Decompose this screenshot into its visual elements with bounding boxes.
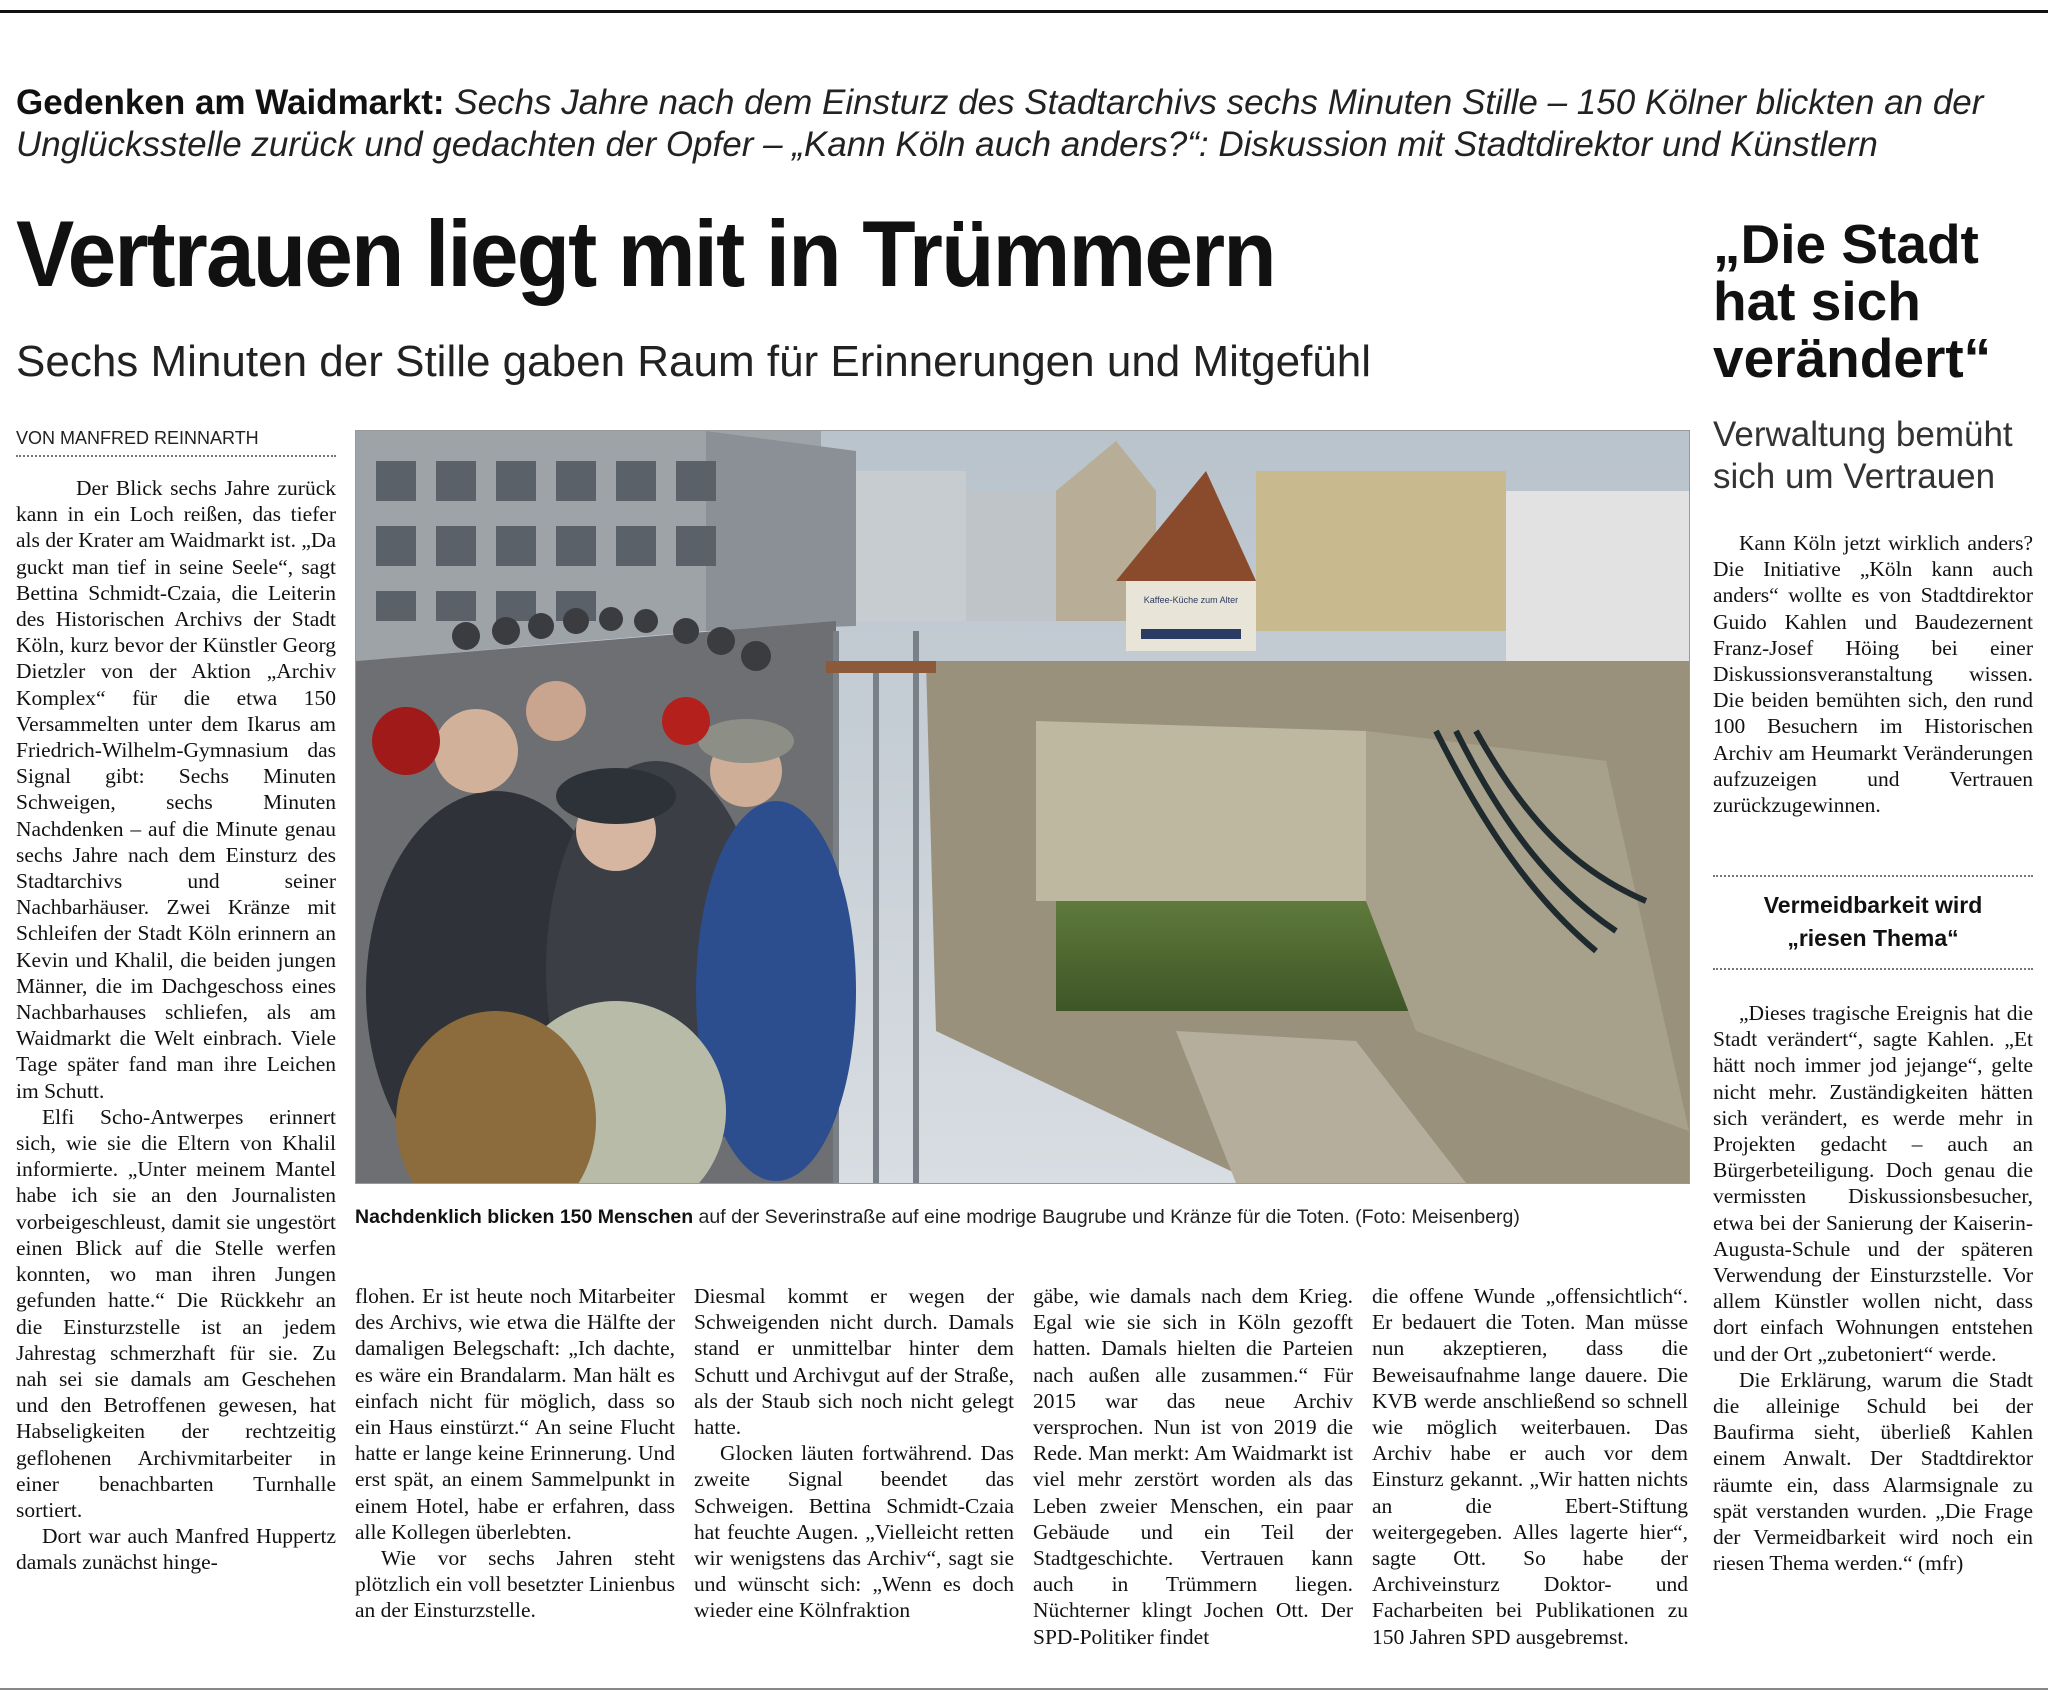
- article-paragraph: die offene Wunde „offensichtlich“. Er bedauert die Toten. Man müsse nun akzeptieren, dass die Beweisaufnahme lange dauere. Die KVB werde anschließend so schnell wie möglich weiterbauen. Das Archiv habe er auch vor dem Einsturz gekannt. „Wir hatten nichts an die Ebert-Stiftung weitergegeben. Alles lagerte hier“, sagte Ott. So habe der Archiveinsturz Doktor- und Facharbeiten bei Publikationen zu 150 Jahren SPD ausgebremst.: [1372, 1284, 1688, 1649]
- sidebar-body: [1713, 1000, 2033, 1576]
- sidebar-paragraph: Die Erklärung, warum die Stadt die alleinige Schuld bei der Baufirma sieht, überließ Kahlen einem Anwalt. Der Stadtdirektor räumte ein, dass Alarmsignale zu spät verstanden wurden. „Die Frage der Vermeidbarkeit wird noch ein riesen Thema werden.“ (mfr): [1713, 1367, 2033, 1576]
- caption-bold: Nachdenklich blicken 150 Menschen: [355, 1206, 694, 1228]
- sidebar-subheadline: Verwaltung bemüht sich um Vertrauen: [1713, 415, 2013, 496]
- article-column-4: [1033, 1283, 1353, 1650]
- news-photo: [355, 430, 1690, 1184]
- article-paragraph: Der Blick sechs Jahre zurück kann in ein Loch reißen, das tiefer als der Krater am Waidmarkt ist. „Da guckt man tief in seine Seele“, sagt Bettina Schmidt-Czaia, die Leiterin des Historischen Archivs der Stadt Köln, kurz bevor der Künstler Georg Dietzler von der Aktion „Archiv Komplex“ für die etwa 150 Versammelten unter dem Ikarus am Friedrich-Wilhelm-Gymnasium das Signal gibt: Sechs Minuten Schweigen, sechs Minuten Nachdenken – auf die Minute genau sechs Jahre nach dem Einsturz des Stadtarchivs und seiner Nachbarhäuser. Zwei Kränze mit Schleifen der Stadt Köln erinnern an Kevin und Khalil, die beiden jungen Männer, die im Dachgeschoss eines Nachbarhauses schliefen, als am Waidmarkt die Welt einbrach. Viele Tage später fand man ihre Leichen im Schutt.: [16, 476, 336, 1103]
- overline: [16, 82, 2036, 166]
- sidebar-divider: [1713, 875, 2033, 877]
- sidebar-headline: „Die Stadt hat sich verändert“: [1713, 213, 1992, 389]
- article-paragraph: Dort war auch Manfred Huppertz damals zunächst hinge-: [16, 1524, 336, 1575]
- bottom-rule: [0, 1688, 2048, 1690]
- photo-caption: [355, 1206, 1688, 1229]
- article-column-2: [355, 1283, 675, 1624]
- sidebar-paragraph: „Dieses tragische Ereignis hat die Stadt verändert“, sagte Kahlen. „Et hätt noch immer jod jejange“, gelte nicht mehr. Zuständigkeiten hätten sich verändert, es werde mehr in Projekten gedacht – auch an Bürgerbeteiligung. Doch genau die vermissten Diskussionsbesucher, etwa bei der Sanierung der Kaiserin-Augusta-Schule und der späteren Verwendung der Einsturzstelle. Vor allem Künstler wollen nicht, dass dort einfach Wohnungen entstehen und der Ort „zubetoniert“ werde.: [1713, 1001, 2033, 1366]
- article-paragraph: Wie vor sechs Jahren steht plötzlich ein voll besetzter Linienbus an der Einsturzstelle.: [355, 1546, 675, 1623]
- sidebar-divider: [1713, 968, 2033, 970]
- overline-text: Sechs Jahre nach dem Einsturz des Stadtarchivs sechs Minuten Stille – 150 Kölner blickten an der Unglücksstelle zurück und gedachten der Opfer – „Kann Köln auch anders?“: Diskussion mit Stadtdirektor und Künstlern: [16, 83, 1984, 164]
- article-paragraph: Elfi Scho-Antwerpes erinnert sich, wie sie die Eltern von Khalil informierte. „Unter meinem Mantel habe ich sie an den Journalisten vorbeigeschleust, damit sie ungestört einen Blick auf die Stelle werfen konnten, wo man ihren Jungen gefunden hatte.“ Die Rückkehr an die Einsturzstelle ist an jedem Jahrestag schmerzhaft für sie. Zu nah sei sie damals am Geschehen und den Betroffenen gewesen, hat Habseligkeiten der rechtzeitig geflohenen Archivmitarbeiter in einer benachbarten Turnhalle sortiert.: [16, 1104, 336, 1522]
- top-rule: [0, 10, 2048, 13]
- sidebar-intro: [1713, 530, 2033, 818]
- overline-label: Gedenken am Waidmarkt:: [16, 83, 445, 122]
- article-column-3: [694, 1283, 1014, 1624]
- sidebar-paragraph: Kann Köln jetzt wirklich anders? Die Initiative „Köln kann auch anders“ wollte es von Stadtdirektor Guido Kahlen und Baudezernent Franz-Josef Höing bei einer Diskussionsveranstaltung wissen. Die beiden bemühten sich, den rund 100 Besuchern im Historischen Archiv am Heumarkt Veränderungen aufzuzeigen und Vertrauen zurückzugewinnen.: [1713, 531, 2033, 818]
- headline: Vertrauen liegt mit in Trümmern: [16, 201, 1275, 306]
- article-paragraph: flohen. Er ist heute noch Mitarbeiter des Archivs, wie etwa die Hälfte der damaligen Belegschaft: „Ich dachte, es wäre ein Brandalarm. Man hält es einfach nicht für möglich, dass so ein Haus einstürzt.“ An seine Flucht hatte er lange keine Erinnerung. Und erst spät, an einem Sammelpunkt in einem Hotel, habe er erfahren, dass alle Kollegen überlebten.: [355, 1284, 675, 1544]
- sidebar-intertitle: Vermeidbarkeit wird „riesen Thema“: [1763, 892, 1983, 951]
- caption-text: auf der Severinstraße auf eine modrige Baugrube und Kränze für die Toten. (Foto: Meisenberg): [693, 1206, 1520, 1228]
- article-column-1: [16, 475, 336, 1576]
- shop-sign-text: Kaffee-Küche zum Alter: [1143, 595, 1239, 605]
- article-paragraph: Glocken läuten fortwährend. Das zweite Signal beendet das Schweigen. Bettina Schmidt-Czaia hat feuchte Augen. „Vielleicht retten wir wenigstens das Archiv“, sagt sie und wünscht sich: „Wenn es doch wieder eine Kölnfraktion: [694, 1441, 1014, 1623]
- article-paragraph: Diesmal kommt er wegen der Schweigenden nicht durch. Damals stand er unmittelbar hinter dem Schutt und Archivgut auf der Straße, als der Staub sich noch nicht gelegt hatte.: [694, 1284, 1014, 1440]
- article-paragraph: gäbe, wie damals nach dem Krieg. Egal wie sie sich in Köln gezofft hatten. Damals hielten die Parteien nach außen alle zusammen.“ Für 2015 war das neue Archiv versprochen. Nun ist von 2019 die Rede. Man merkt: Am Waidmarkt ist viel mehr zerstört worden als das Leben zweier Menschen, ein paar Gebäude und ein Teil der Stadtgeschichte. Vertrauen kann auch in Trümmern liegen. Nüchterner klingt Jochen Ott. Der SPD-Politiker findet: [1033, 1284, 1353, 1649]
- subheadline: Sechs Minuten der Stille gaben Raum für Erinnerungen und Mitgefühl: [16, 337, 1372, 386]
- article-column-5: [1372, 1283, 1688, 1650]
- byline: VON MANFRED REINNARTH: [16, 428, 336, 457]
- shop-sign: [1141, 629, 1241, 639]
